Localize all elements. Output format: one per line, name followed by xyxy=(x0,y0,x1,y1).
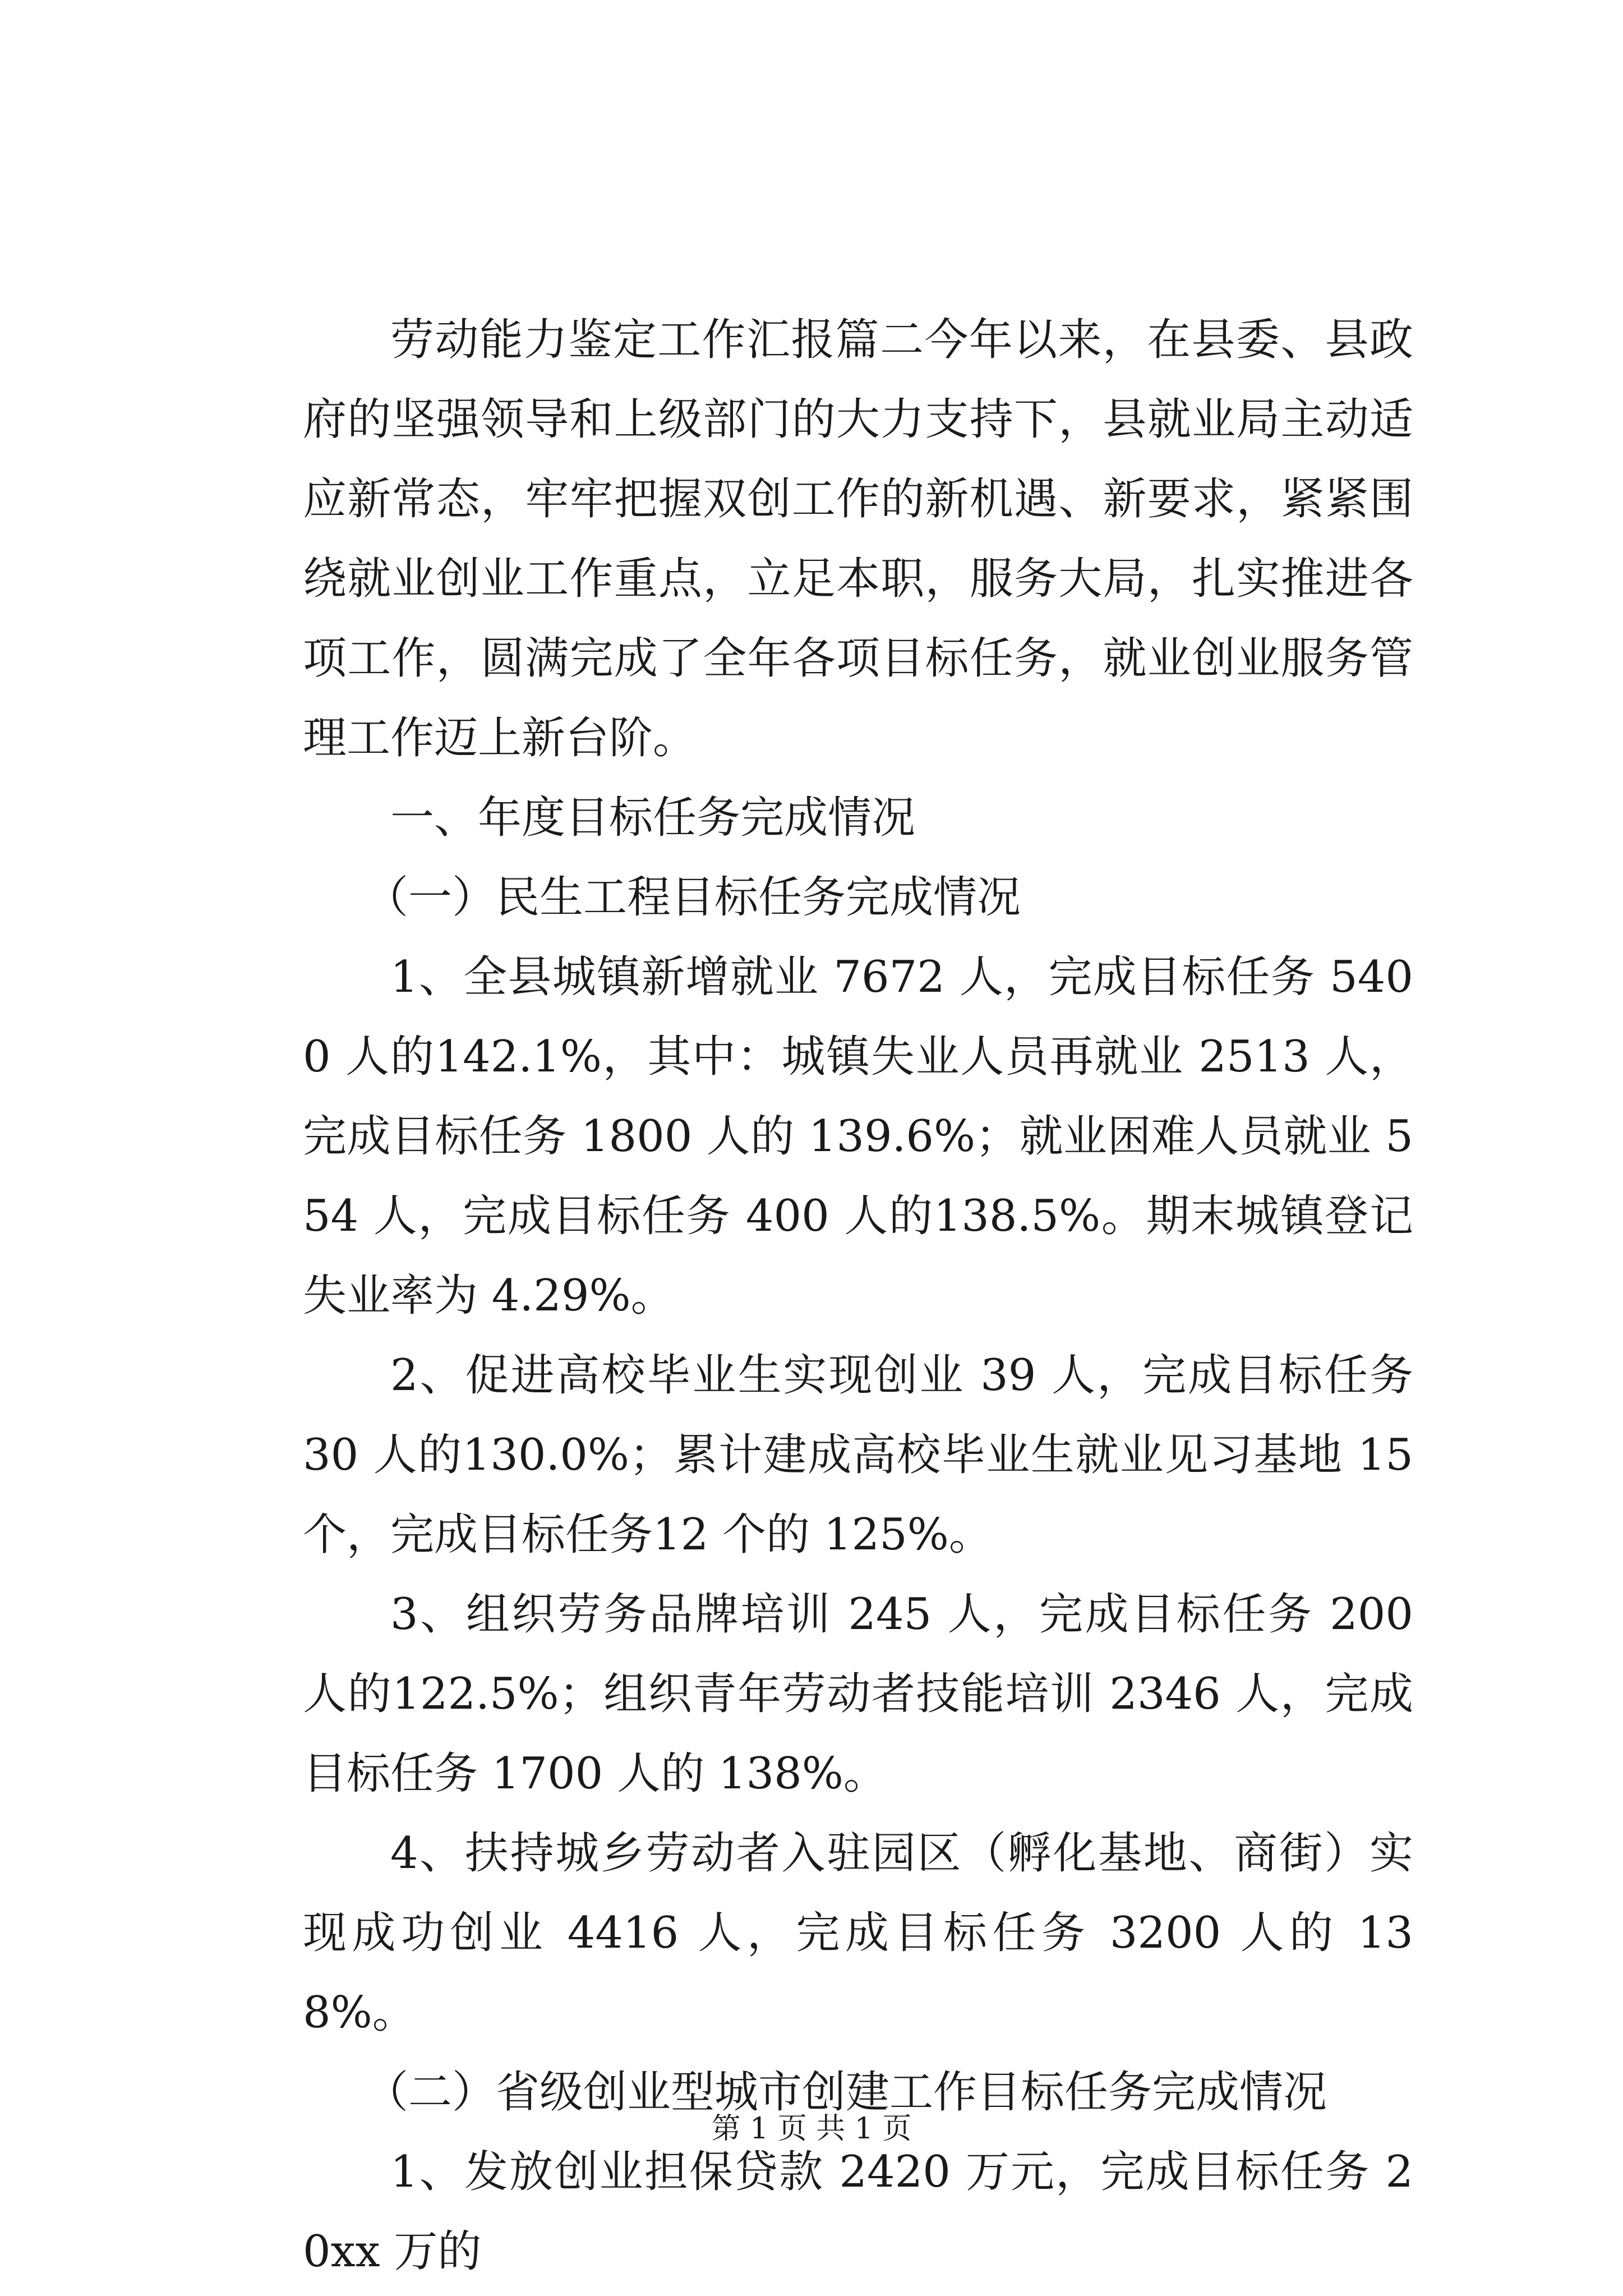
item-paragraph-2: 2、促进高校毕业生实现创业 39 人，完成目标任务 30 人的130.0%；累计建成高校毕业生就业见习基地 15 个，完成目标任务12 个的 125%。 xyxy=(303,1350,1413,1560)
item-paragraph-5: 1、发放创业担保贷款 2420 万元，完成目标任务 20xx 万的 xyxy=(303,2147,1413,2277)
section-heading-1: 一、年度目标任务完成情况 xyxy=(390,793,916,843)
subsection-heading-1: （一）民生工程目标任务完成情况 xyxy=(365,872,1021,923)
item-paragraph-3: 3、组织劳务品牌培训 245 人，完成目标任务 200 人的122.5%；组织青年劳动者技能培训 2346 人，完成目标任务 1700 人的 138%。 xyxy=(303,1589,1413,1799)
item-paragraph-4: 4、扶持城乡劳动者入驻园区（孵化基地、商街）实现成功创业 4416 人，完成目标任务 3200 人的 138%。 xyxy=(303,1828,1413,2038)
document-body xyxy=(303,300,1413,2292)
intro-paragraph: 劳动能力鉴定工作汇报篇二今年以来，在县委、县政府的坚强领导和上级部门的大力支持下，县就业局主动适应新常态，牢牢把握双创工作的新机遇、新要求，紧紧围绕就业创业工作重点，立足本职，服务大局，扎实推进各项工作，圆满完成了全年各项目标任务，就业创业服务管理工作迈上新台阶。 xyxy=(303,315,1413,763)
subsection-heading-2: （二）省级创业型城市创建工作目标任务完成情况 xyxy=(365,2067,1327,2118)
item-paragraph-1: 1、全县城镇新增就业 7672 人，完成目标任务 5400 人的142.1%，其中：城镇失业人员再就业 2513 人，完成目标任务 1800 人的 139.6%；就业困难人员就业 554 人，完成目标任务 400 人的138.5%。期末城镇登记失业率为 4.29%。 xyxy=(303,952,1413,1321)
page-footer: 第 1 页 共 1 页 xyxy=(711,2112,912,2146)
